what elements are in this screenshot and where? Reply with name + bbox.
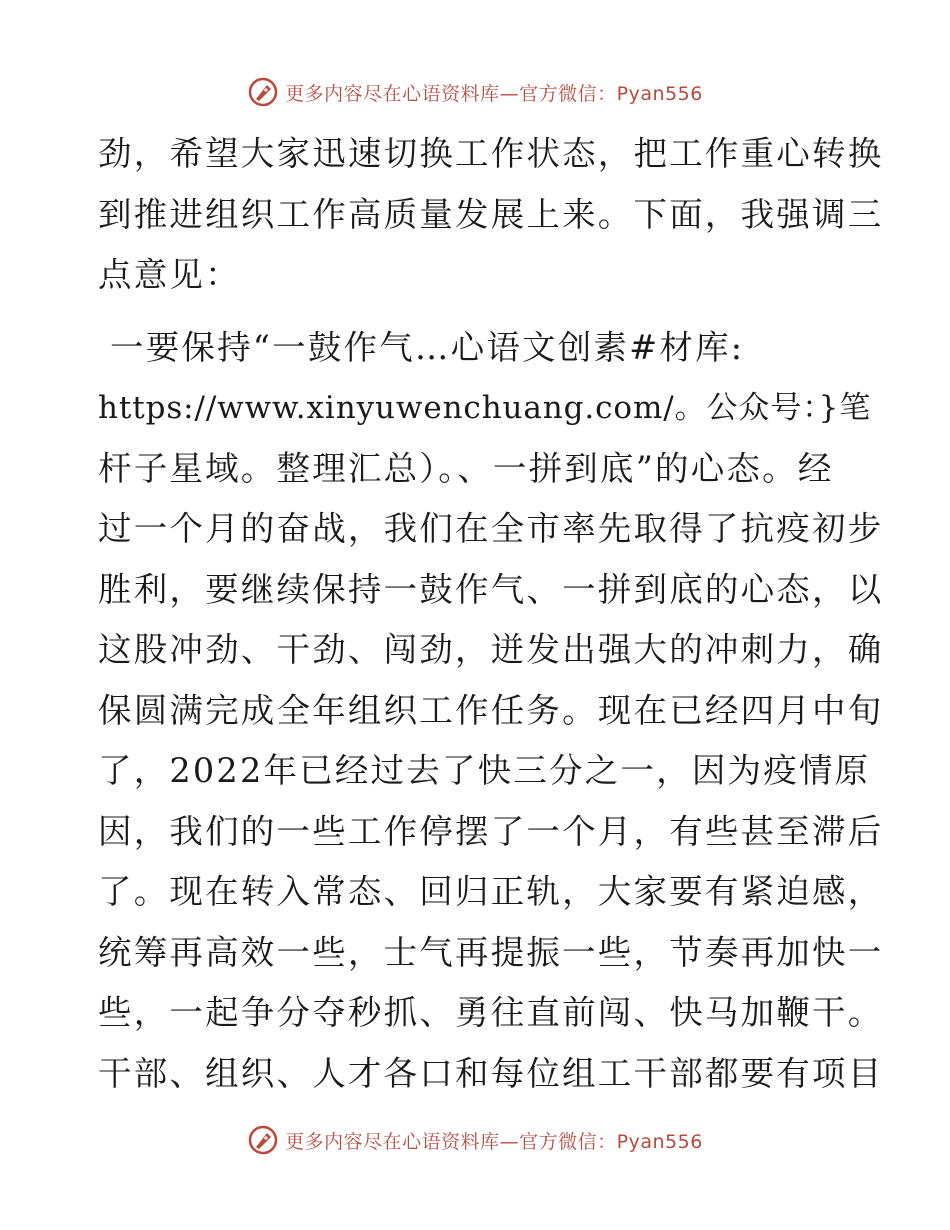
text-line: 些，一起争分夺秒抓、勇往直前闯、快马加鞭干。 [98,993,884,1032]
text-line: 了，2022年已经过去了快三分之一，因为疫情原 [98,751,871,790]
text-line: 劲，希望大家迅速切换工作状态，把工作重心转换 [98,134,884,173]
paragraph [98,124,884,306]
header-watermark [0,72,950,112]
text-line: 一要保持“一鼓作气…心语文创素#材库: [110,327,745,367]
pen-nib-logo-icon [247,76,279,108]
text-line: 点意见： [98,255,241,294]
pen-nib-logo-icon [247,1124,279,1156]
text-line: https://www.xinyuwenchuang.com/。公众号：}笔 [98,390,872,426]
text-line: 统筹再高效一些，士气再提振一些，节奏再加快一 [98,932,884,972]
text-line: 过一个月的奋战，我们在全市率先取得了抗疫初步 [98,509,884,548]
footer-watermark [0,1120,950,1160]
document-body [98,124,884,1104]
text-line: 因，我们的一些工作停摆了一个月，有些甚至滞后 [98,811,884,851]
text-line: 胜利，要继续保持一鼓作气、一拼到底的心态，以 [98,569,884,609]
text-line: 保圆满完成全年组织工作任务。现在已经四月中旬 [98,690,884,730]
text-line: 这股冲劲、干劲、闯劲，迸发出强大的冲刺力，确 [98,630,884,669]
text-line: 了。现在转入常态、回归正轨，大家要有紧迫感， [98,872,884,911]
text-line: 干部、组织、人才各口和每位组工干部都要有项目 [98,1053,884,1093]
watermark-text: 更多内容尽在心语资料库—官方微信：Pyan556 [285,82,703,105]
watermark-text: 更多内容尽在心语资料库—官方微信：Pyan556 [285,1130,703,1153]
paragraph [98,318,884,1105]
text-line: 杆子星域。整理汇总）。、一拼到底”的心态。经 [98,448,834,488]
text-line: 到推进组织工作高质量发展上来。下面，我强调三 [98,194,884,234]
